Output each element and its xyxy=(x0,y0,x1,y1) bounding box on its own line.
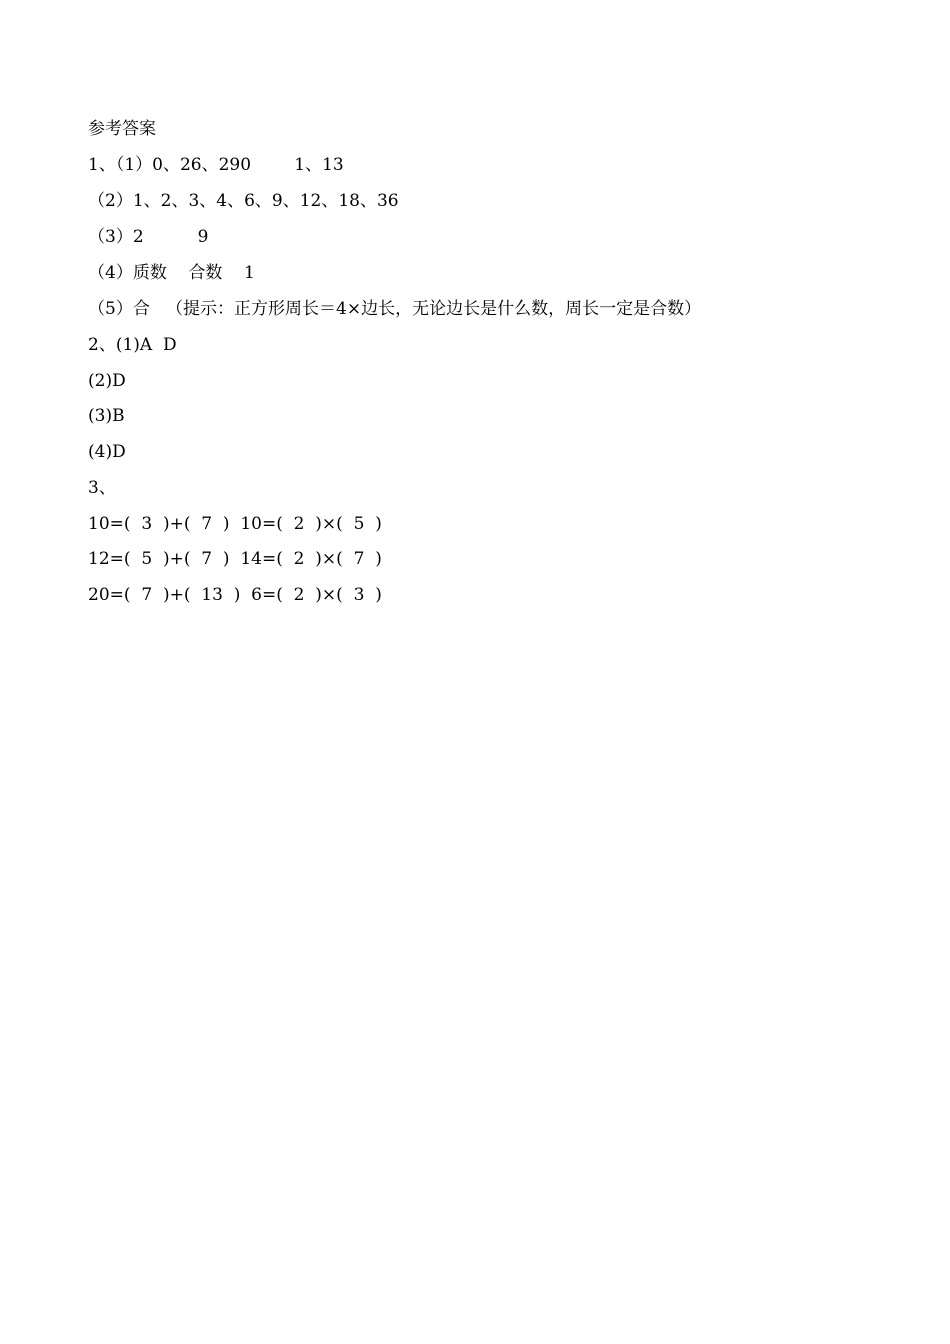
q3-line-1: 10=( 3 )+( 7 ) 10=( 2 )×( 5 ) xyxy=(88,514,382,534)
q2-line-4: (4)D xyxy=(88,442,126,462)
q3-line-3: 20=( 7 )+( 13 ) 6=( 2 )×( 3 ) xyxy=(88,585,382,605)
q1-line-4: （4）质数 合数 1 xyxy=(88,263,255,283)
q3-heading: 3、 xyxy=(88,478,116,498)
page-title: 参考答案 xyxy=(88,119,156,139)
q2-line-2: (2)D xyxy=(88,371,126,391)
q2-line-3: (3)B xyxy=(88,406,125,426)
q1-line-3: （3）2 9 xyxy=(88,227,209,247)
q1-line-1: 1、（1）0、26、290 1、13 xyxy=(88,155,344,175)
q1-line-2: （2）1、2、3、4、6、9、12、18、36 xyxy=(88,191,399,211)
q2-line-1: 2、(1)A D xyxy=(88,335,177,355)
q3-line-2: 12=( 5 )+( 7 ) 14=( 2 )×( 7 ) xyxy=(88,549,382,569)
q1-line-5: （5）合 （提示：正方形周长＝4×边长，无论边长是什么数，周长一定是合数） xyxy=(88,299,702,319)
